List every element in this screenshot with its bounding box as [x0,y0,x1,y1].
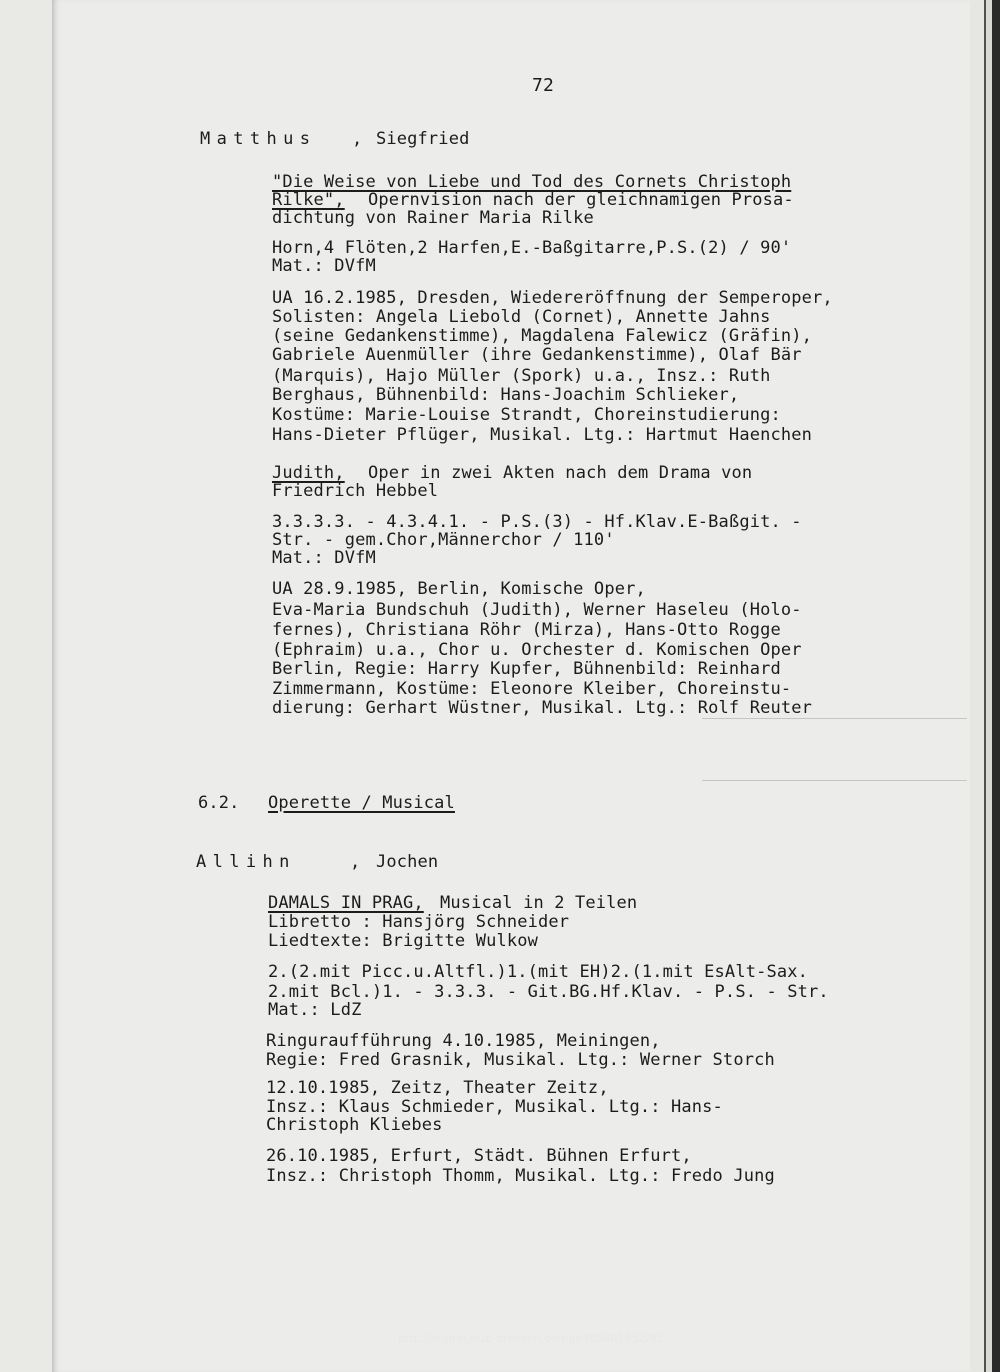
bleed-through-rule [702,718,967,719]
performance-line: UA 28.9.1985, Berlin, Komische Oper, [272,579,646,599]
composer-given-name: Siegfried [376,129,470,149]
material-line: Mat.: DVfM [272,256,376,276]
performance-line: UA 16.2.1985, Dresden, Wiedereröffnung der Semperoper, [272,288,833,308]
scoring-line: Horn,4 Flöten,2 Harfen,E.-Baßgitarre,P.S.(2) / 90' [272,238,792,258]
scoring-line: 2.(2.mit Picc.u.Altfl.)1.(mit EH)2.(1.mit EsAlt-Sax. [268,962,809,982]
scoring-line: 3.3.3.3. - 4.3.4.1. - P.S.(3) - Hf.Klav.E-Baßgit. - [272,512,802,532]
composer-name: Allihn [196,852,296,872]
credits-line: Liedtexte: Brigitte Wulkow [268,931,539,951]
composer-given-name: Jochen [376,852,439,872]
work-title: Judith, [272,463,345,483]
performance-line: Gabriele Auenmüller (ihre Gedankenstimme), Olaf Bär [272,345,802,365]
work-subtitle: Musical in 2 Teilen [440,893,638,913]
performance-line: Berlin, Regie: Harry Kupfer, Bühnenbild: Reinhard [272,659,781,679]
work-description-line: Friedrich Hebbel [272,481,439,501]
performance-line: (Marquis), Hajo Müller (Spork) u.a., Insz.: Ruth [272,366,771,386]
performance-line: Insz.: Klaus Schmieder, Musikal. Ltg.: Hans- [266,1097,723,1117]
bleed-through-rule [702,780,967,781]
work-description-line: Oper in zwei Akten nach dem Drama von [368,463,753,483]
performance-line: Eva-Maria Bundschuh (Judith), Werner Haseleu (Holo- [272,600,802,620]
page-number: 72 [532,75,554,96]
book-spine-edge [970,0,1000,1372]
performance-line: Berghaus, Bühnenbild: Hans-Joachim Schlieker, [272,385,740,405]
performance-line: Hans-Dieter Pflüger, Musikal. Ltg.: Hartmut Haenchen [272,425,813,445]
work-title-line: "Die Weise von Liebe und Tod des Cornets Christoph [272,172,792,192]
performance-line: Ringuraufführung 4.10.1985, Meiningen, [266,1031,661,1051]
section-title: Operette / Musical [268,793,455,813]
scoring-line: Str. - gem.Chor,Männerchor / 110' [272,530,615,550]
material-line: Mat.: LdZ [268,1000,362,1020]
work-description-line: Opernvision nach der gleichnamigen Prosa- [368,190,794,210]
performance-line: Insz.: Christoph Thomm, Musikal. Ltg.: Fredo Jung [266,1166,775,1186]
performance-line: Christoph Kliebes [266,1115,443,1135]
composer-separator: , [350,852,361,872]
performance-line: Kostüme: Marie-Louise Strandt, Choreinstudierung: [272,405,781,425]
performance-line: (Ephraim) u.a., Chor u. Orchester d. Komischen Oper [272,640,802,660]
section-number: 6.2. [198,793,240,813]
composer-name: Matthus [200,129,317,149]
scoring-line: 2.mit Bcl.)1. - 3.3.3. - Git.BG.Hf.Klav. - P.S. - Str. [268,982,829,1002]
performance-line: 12.10.1985, Zeitz, Theater Zeitz, [266,1078,609,1098]
work-title: DAMALS IN PRAG, [268,893,424,913]
performance-line: Regie: Fred Grasnik, Musikal. Ltg.: Werner Storch [266,1050,775,1070]
material-line: Mat.: DVfM [272,548,376,568]
performance-line: (seine Gedankenstimme), Magdalena Falewicz (Gräfin), [272,326,813,346]
performance-line: Zimmermann, Kostüme: Eleonore Kleiber, Choreinstu- [272,679,792,699]
page-stack-edge [0,0,21,1372]
performance-line: fernes), Christiana Röhr (Mirza), Hans-Otto Rogge [272,620,781,640]
performance-line: Solisten: Angela Liebold (Cornet), Annette Jahns [272,307,771,327]
work-title-line: Rilke", [272,190,345,210]
work-description-line: dichtung von Rainer Maria Rilke [272,208,594,228]
performance-line: dierung: Gerhart Wüstner, Musikal. Ltg.: Rolf Reuter [272,698,813,718]
composer-separator: , [352,129,363,149]
performance-line: 26.10.1985, Erfurt, Städt. Bühnen Erfurt, [266,1146,692,1166]
credits-line: Libretto : Hansjörg Schneider [268,912,570,932]
source-url-watermark: http://digital.slub-dresden.de/ppn30580165Z/82 [398,1332,664,1345]
